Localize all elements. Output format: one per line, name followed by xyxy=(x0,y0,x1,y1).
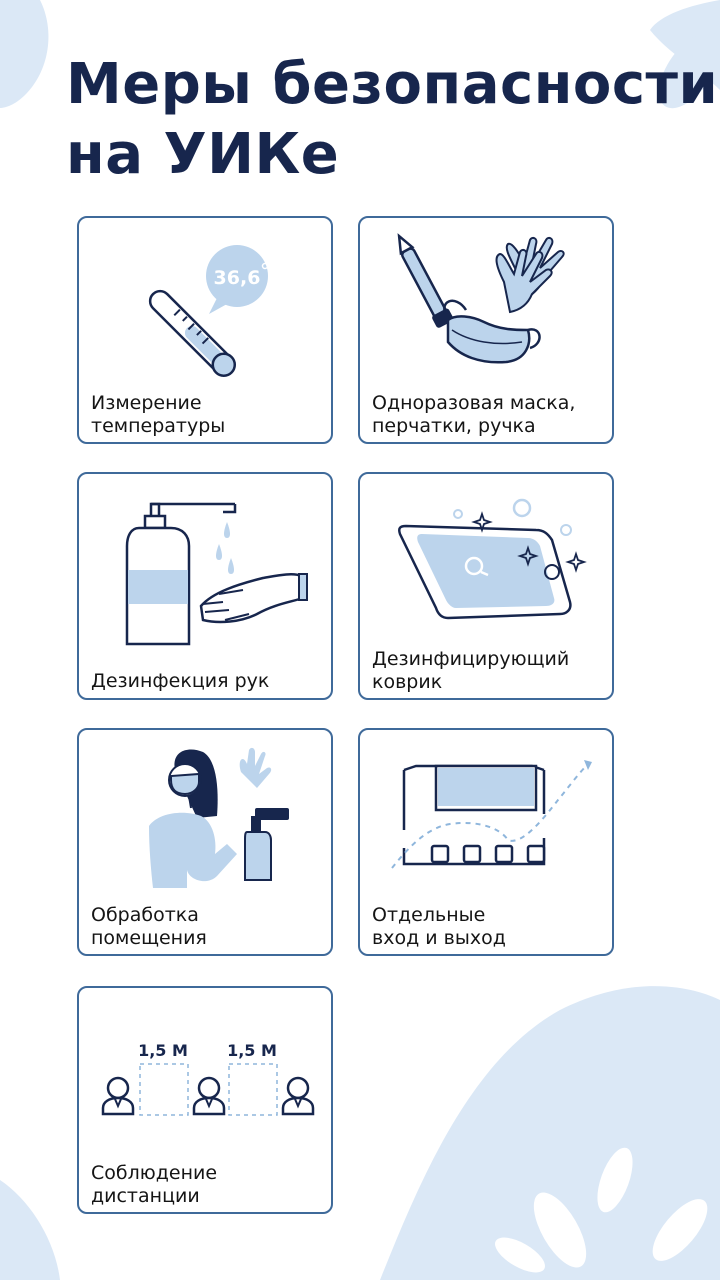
card-caption: Отдельные вход и выход xyxy=(372,904,506,949)
person-icon xyxy=(194,1078,224,1114)
card-mask-gloves-pen xyxy=(358,216,614,444)
card-separate-entrance-exit xyxy=(358,728,614,956)
title-line-1: Меры безопасности xyxy=(66,52,719,117)
card-room-cleaning xyxy=(77,728,333,956)
title-line-2: на УИКе xyxy=(66,122,340,187)
card-caption: Одноразовая маска, перчатки, ручка xyxy=(372,392,576,437)
distance-label: 1,5 М xyxy=(138,1041,188,1060)
distance-label: 1,5 М xyxy=(227,1041,277,1060)
person-icon xyxy=(283,1078,313,1114)
temperature-badge: 36,6 xyxy=(213,267,261,289)
card-temperature xyxy=(77,216,333,444)
card-caption: Дезинфицирующий коврик xyxy=(372,648,570,693)
page-title xyxy=(66,50,718,190)
card-hand-disinfection xyxy=(77,472,333,700)
person-icon xyxy=(103,1078,133,1114)
card-caption: Измерение температуры xyxy=(91,392,226,437)
card-social-distance xyxy=(77,986,333,1214)
card-caption: Обработка помещения xyxy=(91,904,207,949)
card-caption: Дезинфекция рук xyxy=(91,670,270,692)
hand-sanitizer-icon xyxy=(79,474,331,698)
card-disinfection-mat xyxy=(358,472,614,700)
card-caption: Соблюдение дистанции xyxy=(91,1162,218,1207)
